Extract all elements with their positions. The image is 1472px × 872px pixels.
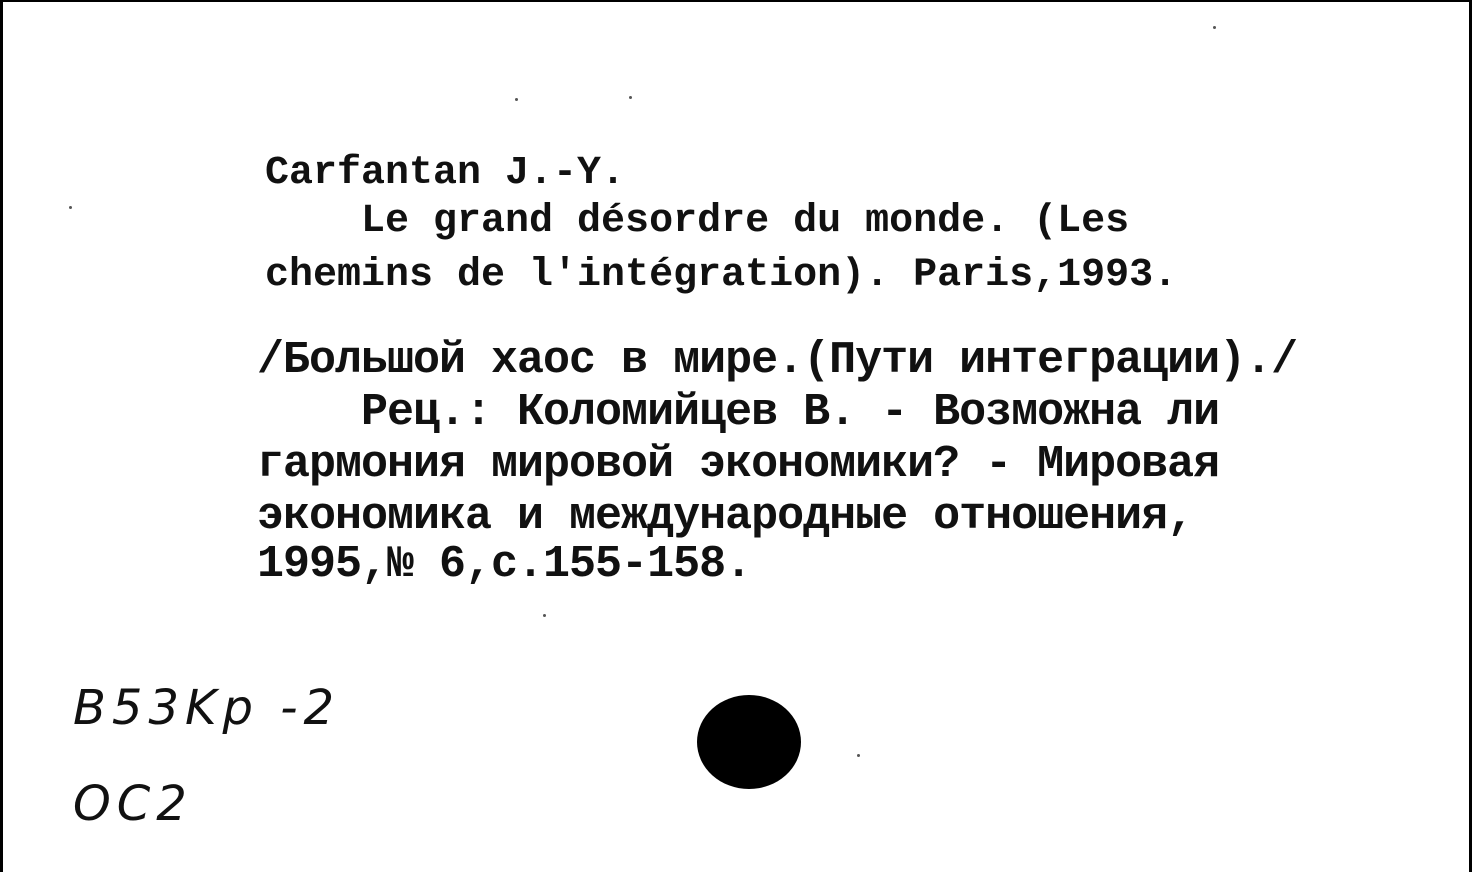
review-line-1: Рец.: Коломийцев В. - Возможна ли — [257, 387, 1220, 438]
author-heading: Carfantan J.-Y. — [265, 151, 626, 196]
noise-speck — [543, 614, 546, 617]
location-code: OC2 — [73, 776, 193, 832]
shelf-mark: B53Kp -2 — [73, 680, 341, 736]
translation-line: /Большой хаос в мире.(Пути интеграции)./ — [257, 335, 1298, 386]
review-line-3: экономика и международные отношения, — [257, 491, 1194, 542]
noise-speck — [629, 96, 632, 99]
noise-speck — [857, 754, 860, 757]
noise-speck — [515, 98, 518, 101]
title-line-1: Le grand désordre du monde. (Les — [265, 199, 1130, 244]
review-line-2: гармония мировой экономики? - Мировая — [257, 439, 1220, 490]
noise-speck — [1213, 26, 1216, 29]
review-line-4: 1995,№ 6,с.155-158. — [257, 539, 752, 590]
punch-hole — [697, 695, 801, 789]
noise-speck — [69, 206, 72, 209]
title-line-2: chemins de l'intégration). Paris,1993. — [265, 253, 1178, 298]
